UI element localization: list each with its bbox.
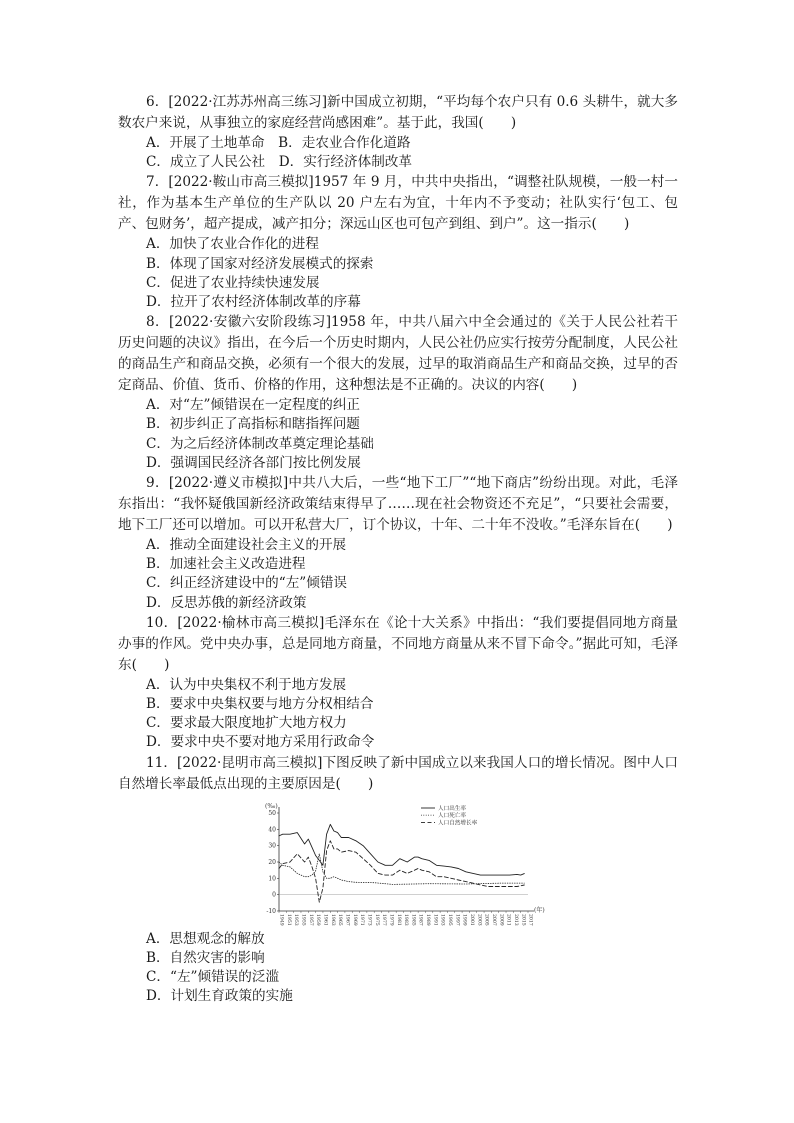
option-b: B．自然灾害的影响: [146, 949, 265, 966]
x-tick-label: 1955: [300, 913, 306, 926]
option-a: A．加快了农业合作化的进程: [146, 236, 319, 253]
option-b: B．加速社会主义改造进程: [146, 556, 306, 573]
option-line: C．成立了人民公社 D．实行经济体制改革: [146, 154, 412, 171]
y-tick-label: -10: [266, 907, 276, 915]
x-tick-label: 1989: [425, 913, 431, 926]
x-tick-label: 1953: [293, 913, 299, 926]
y-tick-label: 0: [272, 891, 276, 899]
option-b: B．初步纠正了高指标和瞎指挥问题: [146, 416, 360, 433]
x-tick-label: 2007: [490, 913, 496, 926]
x-tick-label: 1949: [278, 913, 284, 926]
option-d: D．拉开了农村经济体制改革的序幕: [146, 294, 361, 311]
population-chart-svg: [263, 798, 563, 928]
x-tick-label: 1987: [417, 913, 423, 926]
chart-series: [279, 824, 524, 902]
option-line: A．开展了土地革命 B．走农业合作化道路: [146, 135, 411, 151]
x-tick-label: 1975: [373, 913, 379, 926]
y-tick-label: 50: [268, 809, 276, 817]
question-stem: 8．[2022·安徽六安阶段练习]1958 年，中共八届六中全会通过的《关于人民公社若干历史问题的决议》指出，在今后一个历史时期内，人民公社仍应实行按劳分配制度，人民公社的商品生产和商品交换，必须有一个很大的发展，过早的取消商品生产和商品交换，过早的否定商品、价值、货币、价格的作用，这种想法是不正确的。决议的内容( ): [118, 314, 678, 394]
question-6: [118, 92, 678, 172]
question-stem: 6．[2022·江苏苏州高三练习]新中国成立初期，“平均每个农户只有 0.6 头耕牛，就大多数农户来说，从事独立的家庭经营尚感困难”。基于此，我国( ): [118, 94, 678, 131]
option-d: D．反思苏俄的新经济政策: [146, 594, 307, 611]
option-c: C．要求最大限度地扩大地方权力: [146, 715, 347, 732]
option-b: B．体现了国家对经济发展模式的探索: [146, 255, 374, 272]
x-tick-label: 1983: [403, 913, 409, 926]
y-tick-label: 20: [268, 858, 276, 866]
x-tick-label: 1969: [351, 913, 357, 926]
legend-label-1: 人口出生率: [438, 805, 466, 812]
x-tick-label: 2013: [512, 913, 518, 926]
chart-axes: [265, 803, 545, 926]
chart-legend: [421, 804, 478, 826]
series-line-1: [279, 824, 524, 875]
option-a: A．思想观念的解放: [146, 930, 265, 947]
option-d: D．要求中央不要对地方采用行政命令: [146, 734, 375, 751]
question-11: [118, 753, 678, 1007]
question-10: [118, 613, 678, 753]
option-a: A．推动全面建设社会主义的开展: [146, 537, 347, 554]
x-tick-label: 1951: [285, 913, 291, 926]
option-c: C．“左”倾错误的泛滥: [146, 969, 280, 986]
x-tick-label: 1967: [344, 913, 350, 926]
question-stem: 7．[2022·鞍山市高三模拟]1957 年 9 月，中共中央指出，“调整社队规模，一般一村一社，作为基本生产单位的生产队以 20 户左右为宜，十年内不予变动；社队实行‘包工、包产、包财务’，超产提成，减产扣分；深远山区也可包产到组、到户”。这一指示( ): [118, 174, 678, 233]
x-tick-label: 2001: [469, 913, 475, 926]
x-tick-label: 1963: [329, 913, 335, 926]
y-tick-label: 30: [268, 842, 276, 850]
option-a: A．认为中央集权不利于地方发展: [146, 676, 347, 693]
option-a: A．对“左”倾错误在一定程度的纠正: [146, 397, 361, 414]
x-tick-label: 1973: [366, 913, 372, 926]
x-tick-label: 1977: [381, 913, 387, 926]
x-tick-label: 1991: [432, 913, 438, 926]
option-c: C．为之后经济体制改革奠定理论基础: [146, 435, 374, 452]
y-tick-label: 40: [268, 825, 276, 833]
y-axis-unit-label: (‰): [265, 802, 278, 810]
y-tick-label: 10: [268, 874, 276, 882]
x-tick-label: 1995: [447, 913, 453, 926]
question-stem: 11．[2022·昆明市高三模拟]下图反映了新中国成立以来我国人口的增长情况。图中人口自然增长率最低点出现的主要原因是( ): [118, 754, 678, 792]
x-tick-label: 1997: [454, 913, 460, 926]
series-line-3: [279, 840, 524, 901]
x-tick-label: 2009: [498, 913, 504, 926]
x-tick-label: 1959: [315, 913, 321, 926]
x-tick-label: 2015: [520, 913, 526, 926]
population-chart: [263, 798, 563, 928]
x-tick-label: 1979: [388, 913, 394, 926]
question-7: [118, 172, 678, 312]
x-tick-label: 1965: [337, 913, 343, 926]
option-d: D．强调国民经济各部门按比例发展: [146, 454, 361, 471]
option-c: C．促进了农业持续快速发展: [146, 274, 320, 291]
x-tick-label: 2003: [476, 913, 482, 926]
x-tick-label: 1957: [307, 913, 313, 926]
question-stem: 10．[2022·榆林市高三模拟]毛泽东在《论十大关系》中指出：“我们要提倡同地方商量办事的作风。党中央办事，总是同地方商量，不同地方商量从来不冒下命令。”据此可知，毛泽东( ): [118, 614, 678, 673]
x-tick-label: 1993: [439, 913, 445, 926]
x-tick-label: 2017: [527, 913, 533, 926]
question-page: [118, 92, 678, 1006]
legend-label-2: 人口死亡率: [438, 812, 466, 819]
question-9: [118, 473, 678, 613]
option-d: D．计划生育政策的实施: [146, 988, 293, 1005]
x-tick-label: 2011: [505, 913, 511, 926]
x-axis-unit-label: (年): [534, 906, 545, 914]
option-b: B．要求中央集权要与地方分权相结合: [146, 696, 374, 713]
x-tick-label: 1985: [410, 913, 416, 926]
x-tick-label: 1981: [395, 913, 401, 926]
x-tick-label: 1961: [322, 913, 328, 926]
option-c: C．纠正经济建设中的“左”倾错误: [146, 575, 348, 592]
question-8: [118, 312, 678, 473]
question-stem: 9．[2022·遵义市模拟]中共八大后，一些“地下工厂”“地下商店”纷纷出现。对此，毛泽东指出：“我怀疑俄国新经济政策结束得早了……现在社会物资还不充足”，“只要社会需要，地下工厂还可以增加。可以开私营大厂，订个协议，十年、二十年不没收。”毛泽东旨在( ): [118, 475, 678, 534]
x-tick-label: 1971: [359, 913, 365, 926]
legend-label-3: 人口自然增长率: [438, 820, 478, 827]
x-tick-label: 1999: [461, 913, 467, 926]
x-tick-label: 2005: [483, 913, 489, 926]
